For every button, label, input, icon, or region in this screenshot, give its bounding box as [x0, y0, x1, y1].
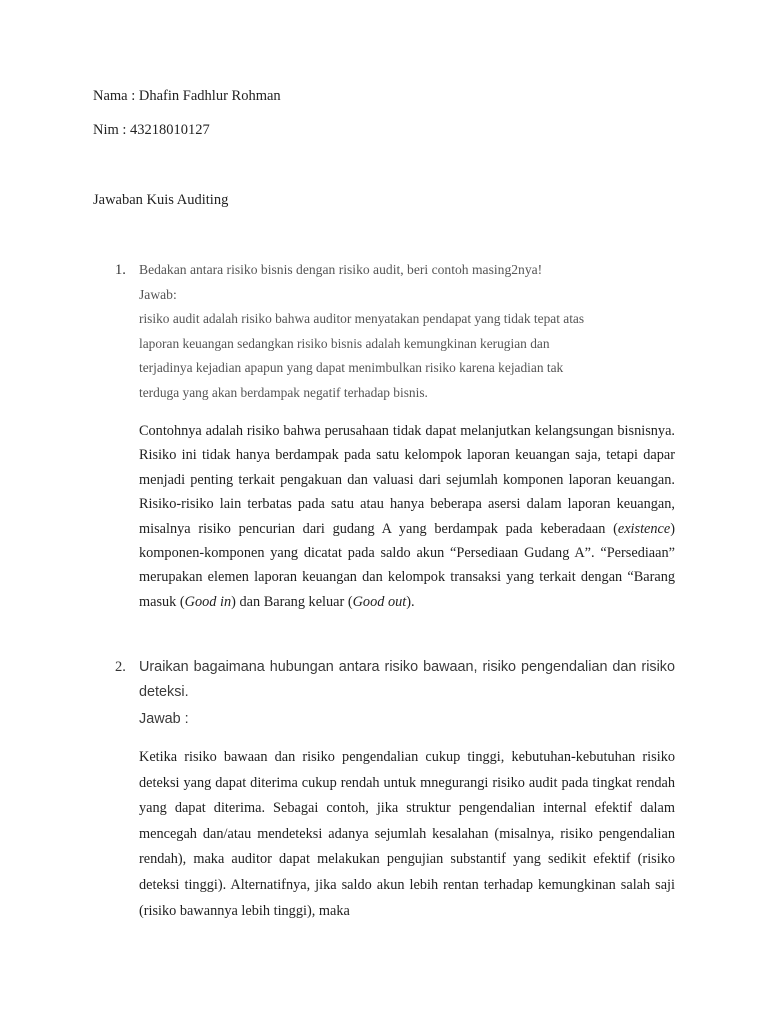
question-1-example	[139, 419, 675, 614]
question-1-text: Bedakan antara risiko bisnis dengan risiko audit, beri contoh masing2nya!	[139, 262, 543, 277]
student-name: Nama : Dhafin Fadhlur Rohman	[93, 88, 281, 104]
example-text: ).	[406, 593, 415, 610]
example-italic-good-out: Good out	[352, 593, 407, 610]
answer-line: terjadinya kejadian apapun yang dapat menimbulkan risiko karena kejadian tak	[139, 360, 564, 375]
question-2-answer-label: Jawab :	[139, 711, 189, 727]
question-2-answer: Ketika risiko bawaan dan risiko pengendalian cukup tinggi, kebutuhan-kebutuhan risiko deteksi yang dapat diterima cukup rendah untuk mnegurangi risiko audit pada tingkat rendah yang dapat diterima. Sebagai contoh, jika struktur pengendalian internal efektif dalam mencegah dan/atau mendeteksi adanya sejumlah kesalahan (misalnya, risiko pengendalian rendah), maka auditor dapat melakukan pengujian substantif yang sedikit efektif (risiko deteksi tinggi). Alternatifnya, jika saldo akun lebih rentan terhadap kemungkinan salah saji (risiko bawannya lebih tinggi), maka	[139, 749, 675, 919]
question-1-answer-label: Jawab:	[139, 287, 177, 302]
student-nim: Nim : 43218010127	[93, 122, 210, 138]
example-italic-existence: existence	[617, 520, 671, 537]
example-text: ) komponen-komponen yang dicatat pada saldo akun “Persediaan Gudang A”. “Persediaan” merupakan elemen laporan keuangan dan kelompok transaksi yang terkait dengan “Barang masuk (	[139, 520, 675, 610]
document-title: Jawaban Kuis Auditing	[93, 192, 229, 208]
answer-line: laporan keuangan sedangkan risiko bisnis adalah kemungkinan kerugian dan	[139, 335, 550, 351]
question-2-number: 2.	[115, 659, 126, 675]
example-text: Contohnya adalah risiko bahwa perusahaan tidak dapat melanjutkan kelangsungan bisnisnya. Risiko ini tidak hanya berdampak pada satu kelompok laporan keuangan saja, tetapi dapar menjadi penting terkait pengakuan dan valuasi dari sejumlah komponen laporan keuangan. Risiko-risiko lain terbatas pada satu atau hanya beberapa asersi dalam laporan keuangan, misalnya risiko pencurian dari gudang A yang berdampak pada keberadaan (	[139, 423, 675, 537]
example-text: ) dan Barang keluar (	[231, 593, 353, 610]
example-italic-good-in: Good in	[184, 593, 232, 610]
answer-line: risiko audit adalah risiko bahwa auditor menyatakan pendapat yang tidak tepat atas	[139, 311, 585, 326]
question-2-text: Uraikan bagaimana hubungan antara risiko bawaan, risiko pengendalian dan risiko deteksi.	[139, 659, 675, 700]
question-1-answer	[139, 307, 679, 405]
answer-line: terduga yang akan berdampak negatif terhadap bisnis.	[139, 384, 428, 400]
question-1-number: 1.	[115, 262, 126, 278]
